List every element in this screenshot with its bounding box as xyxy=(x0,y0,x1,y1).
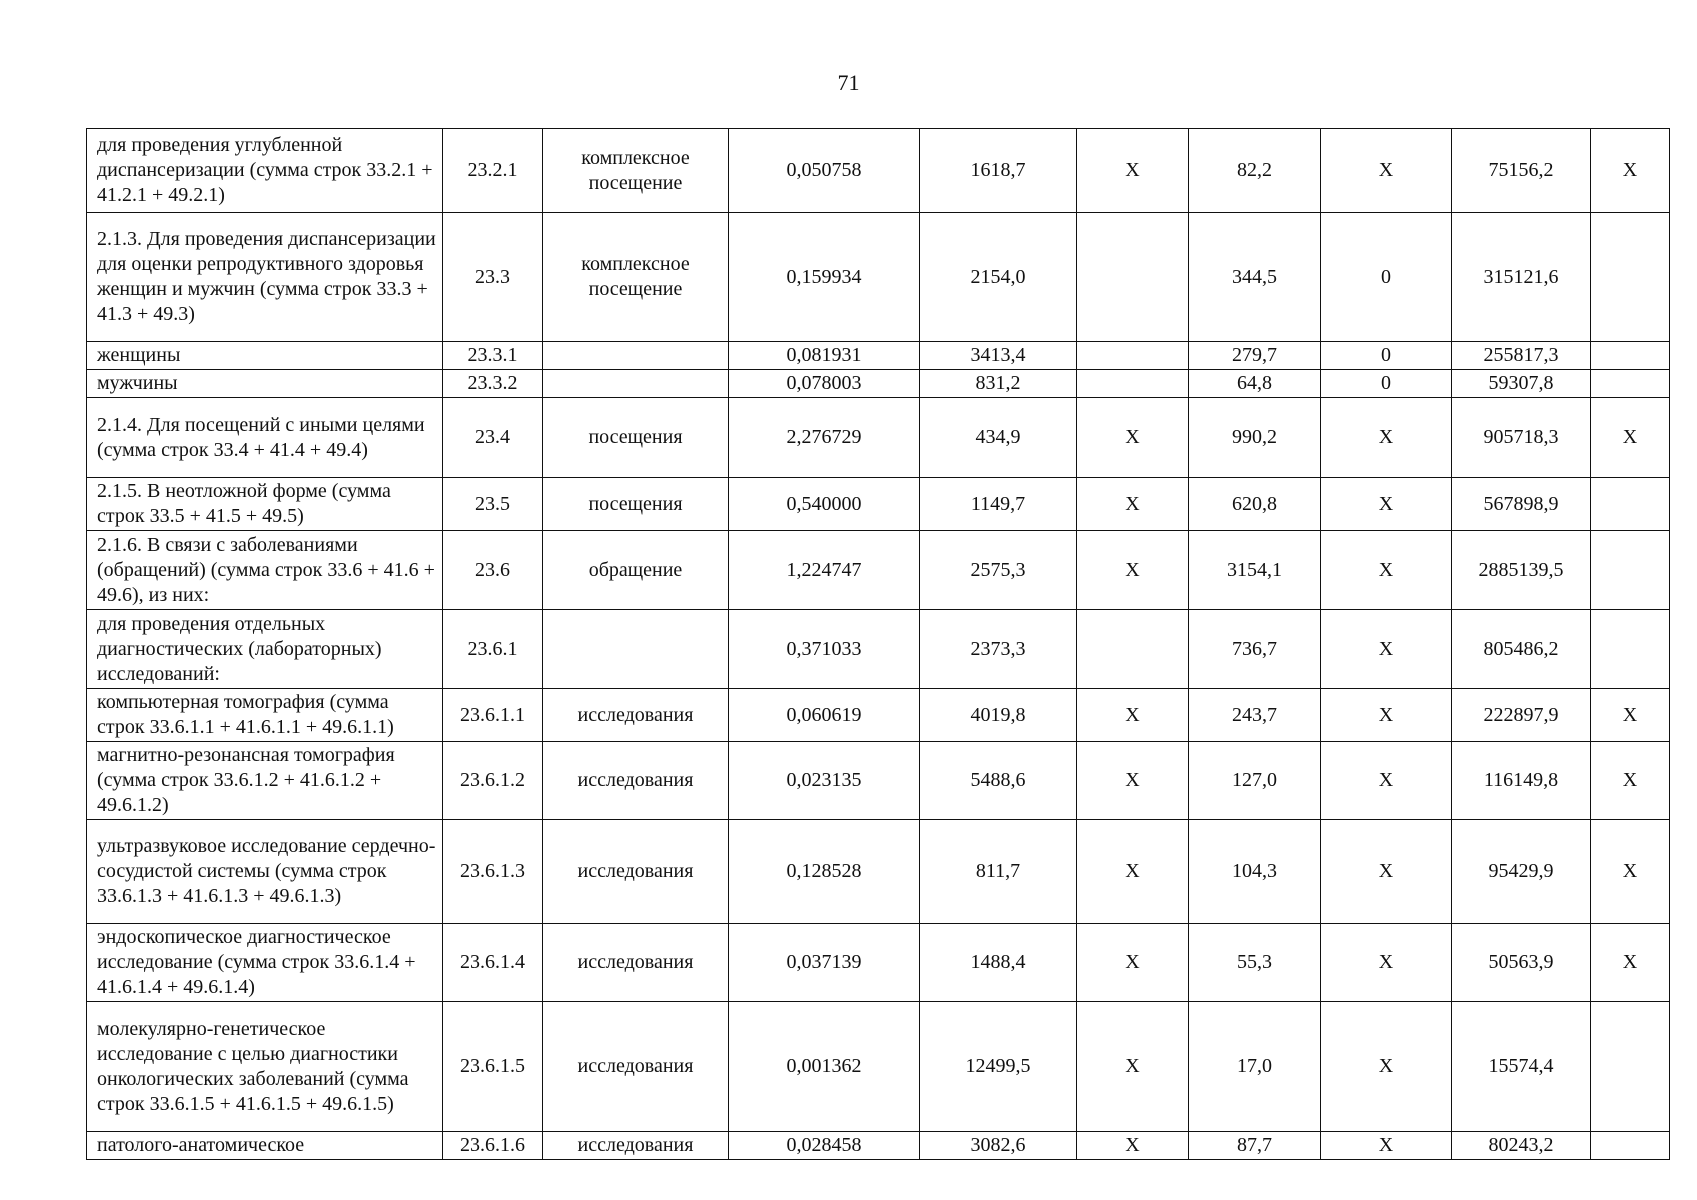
row-unit-cell: исследования xyxy=(543,1002,729,1132)
row-col8-cell: Х xyxy=(1321,129,1452,213)
row-unit-cell: комплексное посещение xyxy=(543,213,729,342)
row-col6-cell: Х xyxy=(1077,1002,1189,1132)
row-col7-cell: 17,0 xyxy=(1189,1002,1321,1132)
row-name-cell: 2.1.4. Для посещений с иными целями (сумма строк 33.4 + 41.4 + 49.4) xyxy=(87,398,443,478)
row-col8-cell: Х xyxy=(1321,478,1452,531)
row-col7-cell: 55,3 xyxy=(1189,924,1321,1002)
row-col7-cell: 82,2 xyxy=(1189,129,1321,213)
row-code-cell: 23.6.1.3 xyxy=(443,820,543,924)
row-col8-cell: Х xyxy=(1321,531,1452,610)
row-col9-cell: 567898,9 xyxy=(1452,478,1591,531)
row-code-cell: 23.6 xyxy=(443,531,543,610)
row-name-cell: молекулярно-генетическое исследование с целью диагностики онкологических заболеваний (сумма строк 33.6.1.5 + 41.6.1.5 + 49.6.1.5) xyxy=(87,1002,443,1132)
row-code-cell: 23.6.1.1 xyxy=(443,689,543,742)
row-col9-cell: 95429,9 xyxy=(1452,820,1591,924)
table-row xyxy=(87,213,1670,342)
row-cost-cell: 2575,3 xyxy=(920,531,1077,610)
table-row xyxy=(87,689,1670,742)
row-col9-cell: 15574,4 xyxy=(1452,1002,1591,1132)
row-name-cell: для проведения углубленной диспансеризации (сумма строк 33.2.1 + 41.2.1 + 49.2.1) xyxy=(87,129,443,213)
row-col9-cell: 315121,6 xyxy=(1452,213,1591,342)
row-col7-cell: 279,7 xyxy=(1189,342,1321,370)
row-cost-cell: 12499,5 xyxy=(920,1002,1077,1132)
row-col8-cell: Х xyxy=(1321,1002,1452,1132)
row-unit-cell: посещения xyxy=(543,398,729,478)
row-col9-cell: 75156,2 xyxy=(1452,129,1591,213)
row-norm-cell: 0,128528 xyxy=(729,820,920,924)
row-col8-cell: Х xyxy=(1321,689,1452,742)
row-cost-cell: 434,9 xyxy=(920,398,1077,478)
row-col7-cell: 64,8 xyxy=(1189,370,1321,398)
table-row xyxy=(87,742,1670,820)
row-col7-cell: 3154,1 xyxy=(1189,531,1321,610)
table-row xyxy=(87,924,1670,1002)
row-code-cell: 23.3.1 xyxy=(443,342,543,370)
row-col10-cell: Х xyxy=(1591,689,1670,742)
row-norm-cell: 2,276729 xyxy=(729,398,920,478)
row-norm-cell: 0,078003 xyxy=(729,370,920,398)
row-code-cell: 23.6.1.5 xyxy=(443,1002,543,1132)
row-col6-cell xyxy=(1077,342,1189,370)
row-col7-cell: 620,8 xyxy=(1189,478,1321,531)
row-cost-cell: 5488,6 xyxy=(920,742,1077,820)
row-col6-cell: Х xyxy=(1077,478,1189,531)
row-col7-cell: 127,0 xyxy=(1189,742,1321,820)
row-col8-cell: Х xyxy=(1321,610,1452,689)
row-col10-cell: Х xyxy=(1591,398,1670,478)
row-name-cell: 2.1.3. Для проведения диспансеризации для оценки репродуктивного здоровья женщин и мужчин (сумма строк 33.3 + 41.3 + 49.3) xyxy=(87,213,443,342)
row-col8-cell: 0 xyxy=(1321,370,1452,398)
data-table xyxy=(86,128,1670,1160)
row-col6-cell xyxy=(1077,610,1189,689)
row-unit-cell xyxy=(543,342,729,370)
row-col7-cell: 736,7 xyxy=(1189,610,1321,689)
row-col8-cell: Х xyxy=(1321,1132,1452,1160)
row-code-cell: 23.6.1.6 xyxy=(443,1132,543,1160)
table-row xyxy=(87,398,1670,478)
row-norm-cell: 0,028458 xyxy=(729,1132,920,1160)
row-col8-cell: 0 xyxy=(1321,213,1452,342)
row-col10-cell xyxy=(1591,531,1670,610)
row-cost-cell: 3413,4 xyxy=(920,342,1077,370)
table-row xyxy=(87,820,1670,924)
page-number: 71 xyxy=(837,70,860,95)
row-norm-cell: 0,159934 xyxy=(729,213,920,342)
row-col10-cell: Х xyxy=(1591,820,1670,924)
row-norm-cell: 0,050758 xyxy=(729,129,920,213)
row-unit-cell xyxy=(543,610,729,689)
row-code-cell: 23.3.2 xyxy=(443,370,543,398)
row-col6-cell: Х xyxy=(1077,924,1189,1002)
row-col6-cell: Х xyxy=(1077,742,1189,820)
row-unit-cell: обращение xyxy=(543,531,729,610)
row-col9-cell: 50563,9 xyxy=(1452,924,1591,1002)
row-col9-cell: 80243,2 xyxy=(1452,1132,1591,1160)
table-row xyxy=(87,1002,1670,1132)
row-name-cell: магнитно-резонансная томография (сумма строк 33.6.1.2 + 41.6.1.2 + 49.6.1.2) xyxy=(87,742,443,820)
row-col6-cell: Х xyxy=(1077,689,1189,742)
row-name-cell: женщины xyxy=(87,342,443,370)
row-col9-cell: 255817,3 xyxy=(1452,342,1591,370)
row-name-cell: 2.1.5. В неотложной форме (сумма строк 33.5 + 41.5 + 49.5) xyxy=(87,478,443,531)
row-col10-cell: Х xyxy=(1591,924,1670,1002)
row-unit-cell xyxy=(543,370,729,398)
table-row xyxy=(87,478,1670,531)
row-col6-cell xyxy=(1077,370,1189,398)
row-name-cell: для проведения отдельных диагностических (лабораторных) исследований: xyxy=(87,610,443,689)
row-norm-cell: 0,001362 xyxy=(729,1002,920,1132)
row-col10-cell: Х xyxy=(1591,742,1670,820)
row-unit-cell: комплексное посещение xyxy=(543,129,729,213)
row-col8-cell: Х xyxy=(1321,820,1452,924)
row-col8-cell: Х xyxy=(1321,924,1452,1002)
row-cost-cell: 1488,4 xyxy=(920,924,1077,1002)
row-col6-cell: Х xyxy=(1077,820,1189,924)
row-unit-cell: исследования xyxy=(543,1132,729,1160)
row-name-cell: эндоскопическое диагностическое исследование (сумма строк 33.6.1.4 + 41.6.1.4 + 49.6.1.4) xyxy=(87,924,443,1002)
row-col6-cell: Х xyxy=(1077,531,1189,610)
row-unit-cell: посещения xyxy=(543,478,729,531)
row-col9-cell: 905718,3 xyxy=(1452,398,1591,478)
row-col10-cell xyxy=(1591,610,1670,689)
row-unit-cell: исследования xyxy=(543,820,729,924)
row-col10-cell xyxy=(1591,1002,1670,1132)
row-code-cell: 23.6.1.4 xyxy=(443,924,543,1002)
row-col6-cell: Х xyxy=(1077,398,1189,478)
row-col7-cell: 87,7 xyxy=(1189,1132,1321,1160)
row-cost-cell: 2154,0 xyxy=(920,213,1077,342)
row-name-cell: мужчины xyxy=(87,370,443,398)
row-code-cell: 23.6.1.2 xyxy=(443,742,543,820)
row-col10-cell xyxy=(1591,342,1670,370)
row-col10-cell xyxy=(1591,370,1670,398)
row-col9-cell: 805486,2 xyxy=(1452,610,1591,689)
row-col9-cell: 222897,9 xyxy=(1452,689,1591,742)
row-code-cell: 23.5 xyxy=(443,478,543,531)
row-col10-cell xyxy=(1591,1132,1670,1160)
row-col10-cell: Х xyxy=(1591,129,1670,213)
row-col10-cell xyxy=(1591,478,1670,531)
row-col6-cell: Х xyxy=(1077,1132,1189,1160)
row-norm-cell: 0,037139 xyxy=(729,924,920,1002)
row-col9-cell: 59307,8 xyxy=(1452,370,1591,398)
row-norm-cell: 0,081931 xyxy=(729,342,920,370)
row-cost-cell: 3082,6 xyxy=(920,1132,1077,1160)
row-col7-cell: 990,2 xyxy=(1189,398,1321,478)
row-cost-cell: 1149,7 xyxy=(920,478,1077,531)
row-col8-cell: Х xyxy=(1321,742,1452,820)
row-col7-cell: 104,3 xyxy=(1189,820,1321,924)
table-row xyxy=(87,531,1670,610)
row-unit-cell: исследования xyxy=(543,742,729,820)
row-name-cell: ультразвуковое исследование сердечно-сосудистой системы (сумма строк 33.6.1.3 + 41.6.1.3 + 49.6.1.3) xyxy=(87,820,443,924)
row-unit-cell: исследования xyxy=(543,689,729,742)
row-cost-cell: 2373,3 xyxy=(920,610,1077,689)
row-col8-cell: 0 xyxy=(1321,342,1452,370)
table-row xyxy=(87,610,1670,689)
row-name-cell: компьютерная томография (сумма строк 33.6.1.1 + 41.6.1.1 + 49.6.1.1) xyxy=(87,689,443,742)
table-row xyxy=(87,342,1670,370)
row-norm-cell: 0,060619 xyxy=(729,689,920,742)
row-col6-cell xyxy=(1077,213,1189,342)
row-unit-cell: исследования xyxy=(543,924,729,1002)
row-code-cell: 23.2.1 xyxy=(443,129,543,213)
row-norm-cell: 0,023135 xyxy=(729,742,920,820)
row-col7-cell: 344,5 xyxy=(1189,213,1321,342)
row-cost-cell: 811,7 xyxy=(920,820,1077,924)
table-row xyxy=(87,1132,1670,1160)
row-name-cell: 2.1.6. В связи с заболеваниями (обращений) (сумма строк 33.6 + 41.6 + 49.6), из них: xyxy=(87,531,443,610)
row-norm-cell: 0,540000 xyxy=(729,478,920,531)
row-code-cell: 23.4 xyxy=(443,398,543,478)
row-name-cell: патолого-анатомическое xyxy=(87,1132,443,1160)
row-cost-cell: 4019,8 xyxy=(920,689,1077,742)
row-col10-cell xyxy=(1591,213,1670,342)
table-row xyxy=(87,370,1670,398)
row-col6-cell: Х xyxy=(1077,129,1189,213)
row-code-cell: 23.3 xyxy=(443,213,543,342)
row-col9-cell: 116149,8 xyxy=(1452,742,1591,820)
row-col7-cell: 243,7 xyxy=(1189,689,1321,742)
row-cost-cell: 1618,7 xyxy=(920,129,1077,213)
row-cost-cell: 831,2 xyxy=(920,370,1077,398)
row-col9-cell: 2885139,5 xyxy=(1452,531,1591,610)
row-norm-cell: 0,371033 xyxy=(729,610,920,689)
row-col8-cell: Х xyxy=(1321,398,1452,478)
row-code-cell: 23.6.1 xyxy=(443,610,543,689)
table-row xyxy=(87,129,1670,213)
row-norm-cell: 1,224747 xyxy=(729,531,920,610)
